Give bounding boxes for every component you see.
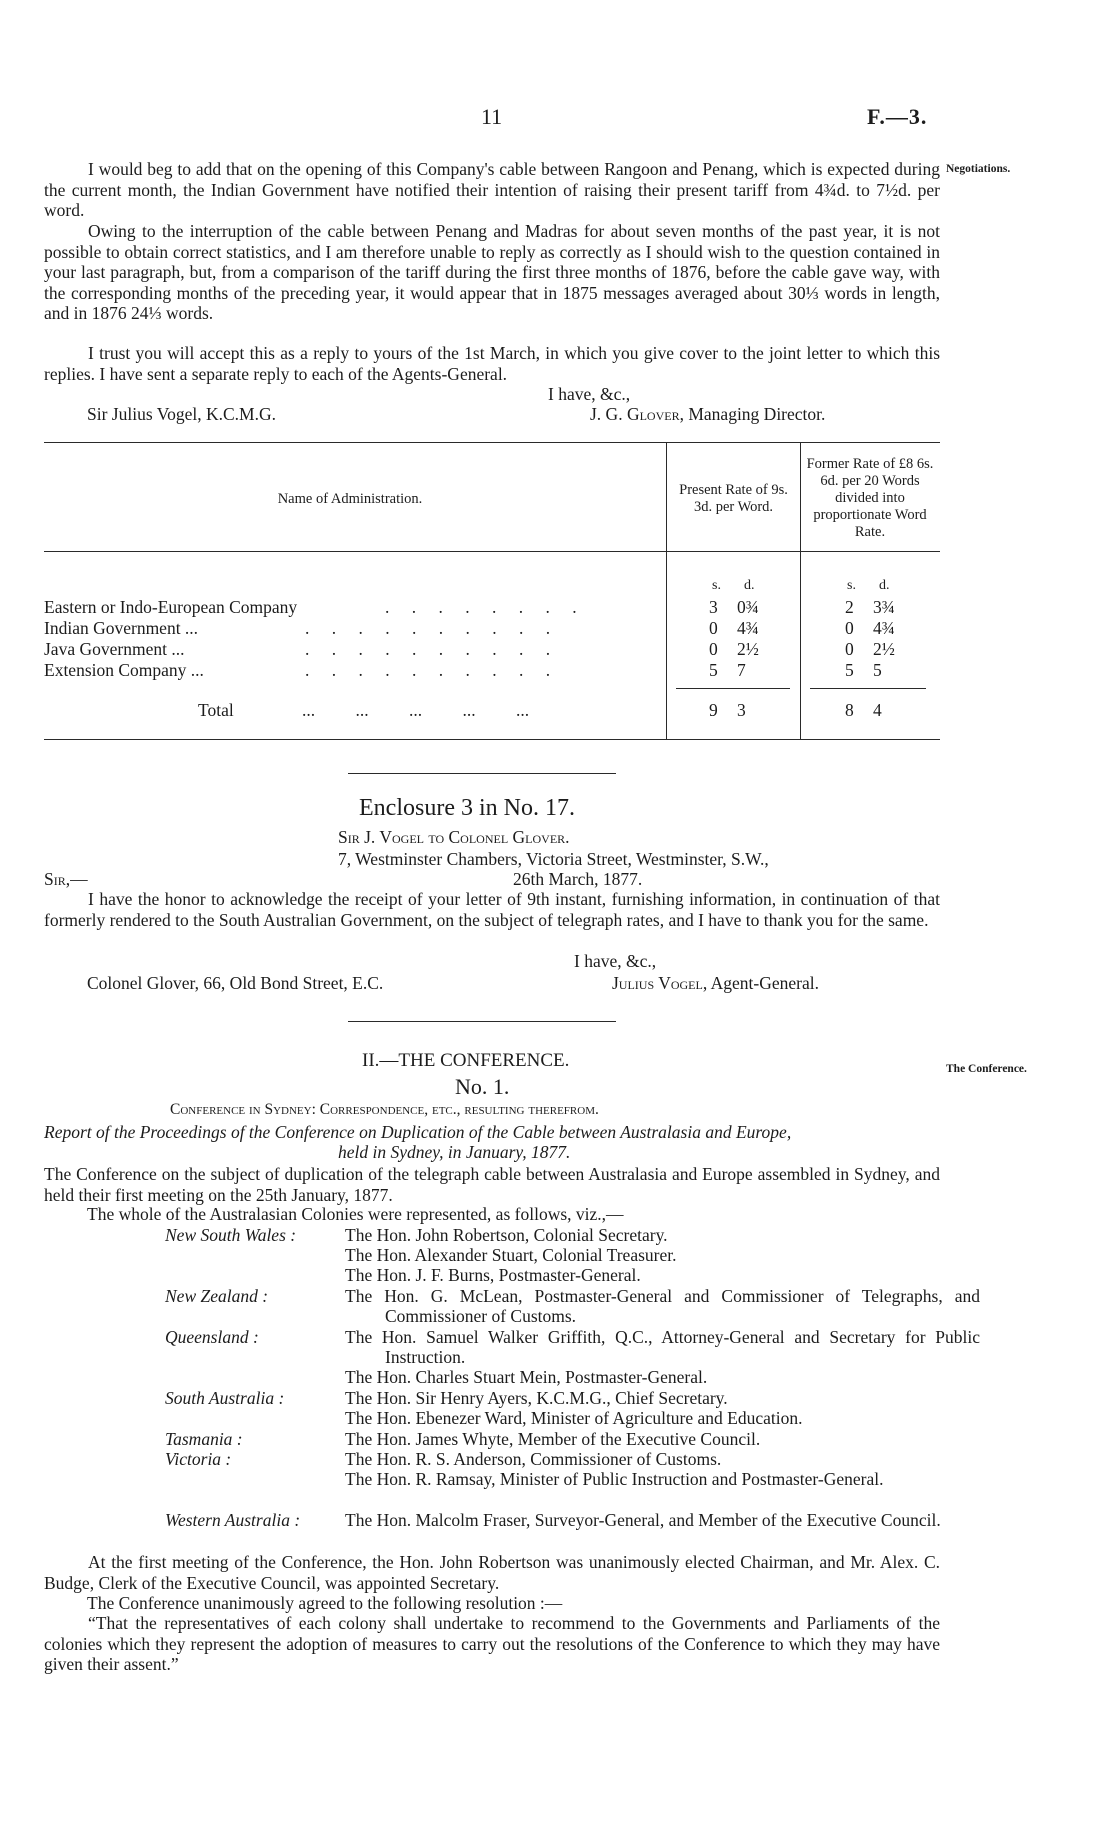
table-row-dots: . . . . . . . . . . [305, 618, 560, 638]
letter-closing: I have, &c., [548, 384, 631, 404]
table-row-name: Java Government ... [44, 639, 185, 659]
total-former-s: 8 [845, 700, 854, 720]
table-cell-present-s: 0 [709, 639, 718, 659]
report-title-line-1: Report of the Proceedings of the Conference on Duplication of the Cable between Australasia and Europe, [44, 1122, 792, 1142]
enclosure-body: I have the honor to acknowledge the receipt of your letter of 9th instant, furnishing information, in continuation of that formerly rendered to the South Australian Government, on the subject of telegraph rates, and I have to thank you for the same. [44, 889, 940, 930]
table-row-dots: . . . . . . . . . . [305, 660, 560, 680]
colony-member: The Hon. John Robertson, Colonial Secretary. [345, 1225, 668, 1245]
letter-addressee: Sir Julius Vogel, K.C.M.G. [87, 404, 276, 424]
table-cell-former-d: 2½ [873, 639, 895, 659]
chairman-paragraph: At the first meeting of the Conference, the Hon. John Robertson was unanimously elected Chairman, and Mr. Alex. C. Budge, Clerk of the Executive Council, was appointed Secretary. [44, 1552, 940, 1593]
table-bottom-rule [44, 739, 940, 740]
table-cell-former-s: 2 [845, 597, 854, 617]
enclosure-signature [612, 973, 819, 994]
enclosure-address: 7, Westminster Chambers, Victoria Street, Westminster, S.W., [338, 849, 769, 869]
table-divider-1 [666, 442, 667, 739]
total-dots: ... ... ... ... ... [302, 700, 530, 720]
enclosure-title: Enclosure 3 in No. 17. [359, 795, 575, 821]
colony-member: The Hon. R. Ramsay, Minister of Public Instruction and Postmaster-General. [345, 1469, 884, 1489]
colony-label: Tasmania : [165, 1429, 243, 1449]
unit-present-d: d. [744, 578, 755, 593]
table-row-name: Extension Company ... [44, 660, 204, 680]
table-cell-present-s: 3 [709, 597, 718, 617]
section-separator [348, 773, 616, 774]
colony-member: The Hon. Ebenezer Ward, Minister of Agriculture and Education. [345, 1408, 803, 1428]
letter-paragraph-1: I would beg to add that on the opening of this Company's cable between Rangoon and Penang, which is expected during the current month, the Indian Government have notified their intention of raising their present tariff from 4¾d. to 7½d. per word. [44, 159, 940, 220]
enclosure-salutation: Sir,— [44, 869, 88, 889]
column-header-name: Name of Administration. [277, 491, 423, 507]
marginal-negotiations: Negotiations. [946, 163, 1011, 175]
section-subheading: Conference in Sydney: Correspondence, etc., resulting therefrom. [170, 1101, 599, 1118]
total-former-d: 4 [873, 700, 882, 720]
enclosure-addressee: Colonel Glover, 66, Old Bond Street, E.C. [87, 973, 384, 993]
unit-former-s: s. [847, 578, 856, 593]
resolution-quote: “That the representatives of each colony shall undertake to recommend to the Governments and Parliaments of the colonies which they represent the adoption of measures to carry out the resolutions of the Conference to which they may have given their assent.” [44, 1613, 940, 1674]
colony-member: The Hon. Malcolm Fraser, Surveyor-General, and Member of the Executive Council. [345, 1510, 941, 1530]
section-number: No. 1. [455, 1074, 510, 1099]
report-title-line-2: held in Sydney, in January, 1877. [338, 1142, 571, 1162]
represented-line: The whole of the Australasian Colonies were represented, as follows, viz.,— [87, 1204, 624, 1224]
colony-member: The Hon. Samuel Walker Griffith, Q.C., Attorney-General and Secretary for Public Instruction. [345, 1327, 980, 1367]
total-rule-former [810, 688, 926, 689]
table-cell-present-d: 0¾ [737, 597, 759, 617]
table-cell-present-s: 0 [709, 618, 718, 638]
table-cell-former-s: 5 [845, 660, 854, 680]
total-label: Total [198, 700, 234, 720]
colony-member: The Hon. Alexander Stuart, Colonial Treasurer. [345, 1245, 677, 1265]
enclosure-signature-name: Julius Vogel [612, 973, 703, 993]
enclosure-signature-title: , Agent-General. [702, 973, 819, 993]
colony-label: Western Australia : [165, 1510, 301, 1530]
table-row-name: Indian Government ... [44, 618, 199, 638]
table-cell-present-d: 4¾ [737, 618, 759, 638]
unit-present-s: s. [712, 578, 721, 593]
colony-member: The Hon. J. F. Burns, Postmaster-General. [345, 1265, 641, 1285]
table-cell-former-d: 4¾ [873, 618, 895, 638]
letter-signature [590, 404, 825, 425]
section-separator-2 [348, 1021, 616, 1022]
table-cell-present-s: 5 [709, 660, 718, 680]
colony-label: New South Wales : [165, 1225, 297, 1245]
table-divider-2 [800, 442, 801, 739]
table-cell-former-d: 3¾ [873, 597, 895, 617]
enclosure-closing: I have, &c., [574, 951, 657, 971]
resolution-intro: The Conference unanimously agreed to the following resolution :— [87, 1593, 563, 1613]
colony-label: Victoria : [165, 1449, 232, 1469]
colony-member: The Hon. R. S. Anderson, Commissioner of Customs. [345, 1449, 722, 1469]
colony-label: New Zealand : [165, 1286, 269, 1306]
colony-member: The Hon. G. McLean, Postmaster-General and Commissioner of Telegraphs, and Commissioner of Customs. [345, 1286, 980, 1326]
section-heading: II.—THE CONFERENCE. [362, 1050, 570, 1071]
total-rule-present [676, 688, 790, 689]
table-cell-former-s: 0 [845, 639, 854, 659]
table-row-name: Eastern or Indo-European Company [44, 597, 298, 617]
table-header-rule [44, 551, 940, 552]
signature-initials: J. G. [590, 404, 623, 424]
table-cell-present-d: 2½ [737, 639, 759, 659]
signature-title: , Managing Director. [679, 404, 826, 424]
page-number: 11 [481, 104, 503, 129]
table-row-dots: . . . . . . . . . . [305, 639, 560, 659]
colony-member: The Hon. Charles Stuart Mein, Postmaster-General. [345, 1367, 708, 1387]
letter-paragraph-3: I trust you will accept this as a reply to yours of the 1st March, in which you give cover to the joint letter to which this replies. I have sent a separate reply to each of the Agents-General. [44, 343, 940, 384]
letter-paragraph-2: Owing to the interruption of the cable between Penang and Madras for about seven months of the past year, it is not possible to obtain correct statistics, and I am therefore unable to reply as correctly as I should wish to the question contained in your last paragraph, but, from a comparison of the tariff during the first three months of 1876, before the cable gave way, with the corresponding months of the preceding year, it would appear that in 1875 messages averaged about 30⅓ words in length, and in 1876 24⅓ words. [44, 221, 940, 323]
column-header-present-rate: Present Rate of 9s. 3d. per Word. [679, 482, 788, 515]
unit-former-d: d. [879, 578, 890, 593]
enclosure-subtitle: Sir J. Vogel to Colonel Glover. [338, 827, 570, 847]
table-cell-present-d: 7 [737, 660, 746, 680]
column-header-former-rate: Former Rate of £8 6s. 6d. per 20 Words divided into proportionate Word Rate. [806, 456, 934, 540]
colony-member: The Hon. James Whyte, Member of the Executive Council. [345, 1429, 761, 1449]
document-reference: F.—3. [867, 104, 928, 129]
colony-label: South Australia : [165, 1388, 285, 1408]
marginal-conference: The Conference. [946, 1063, 1027, 1075]
conference-intro: The Conference on the subject of duplication of the telegraph cable between Australasia and Europe assembled in Sydney, and held their first meeting on the 25th January, 1877. [44, 1164, 940, 1205]
total-present-d: 3 [737, 700, 746, 720]
table-top-rule [44, 442, 940, 443]
total-present-s: 9 [709, 700, 718, 720]
colony-member: The Hon. Sir Henry Ayers, K.C.M.G., Chief Secretary. [345, 1388, 728, 1408]
table-cell-former-s: 0 [845, 618, 854, 638]
table-row-dots: . . . . . . . . [385, 597, 586, 617]
table-cell-former-d: 5 [873, 660, 882, 680]
colony-label: Queensland : [165, 1327, 259, 1347]
signature-name: Glover [626, 404, 680, 424]
enclosure-date: 26th March, 1877. [513, 869, 643, 889]
